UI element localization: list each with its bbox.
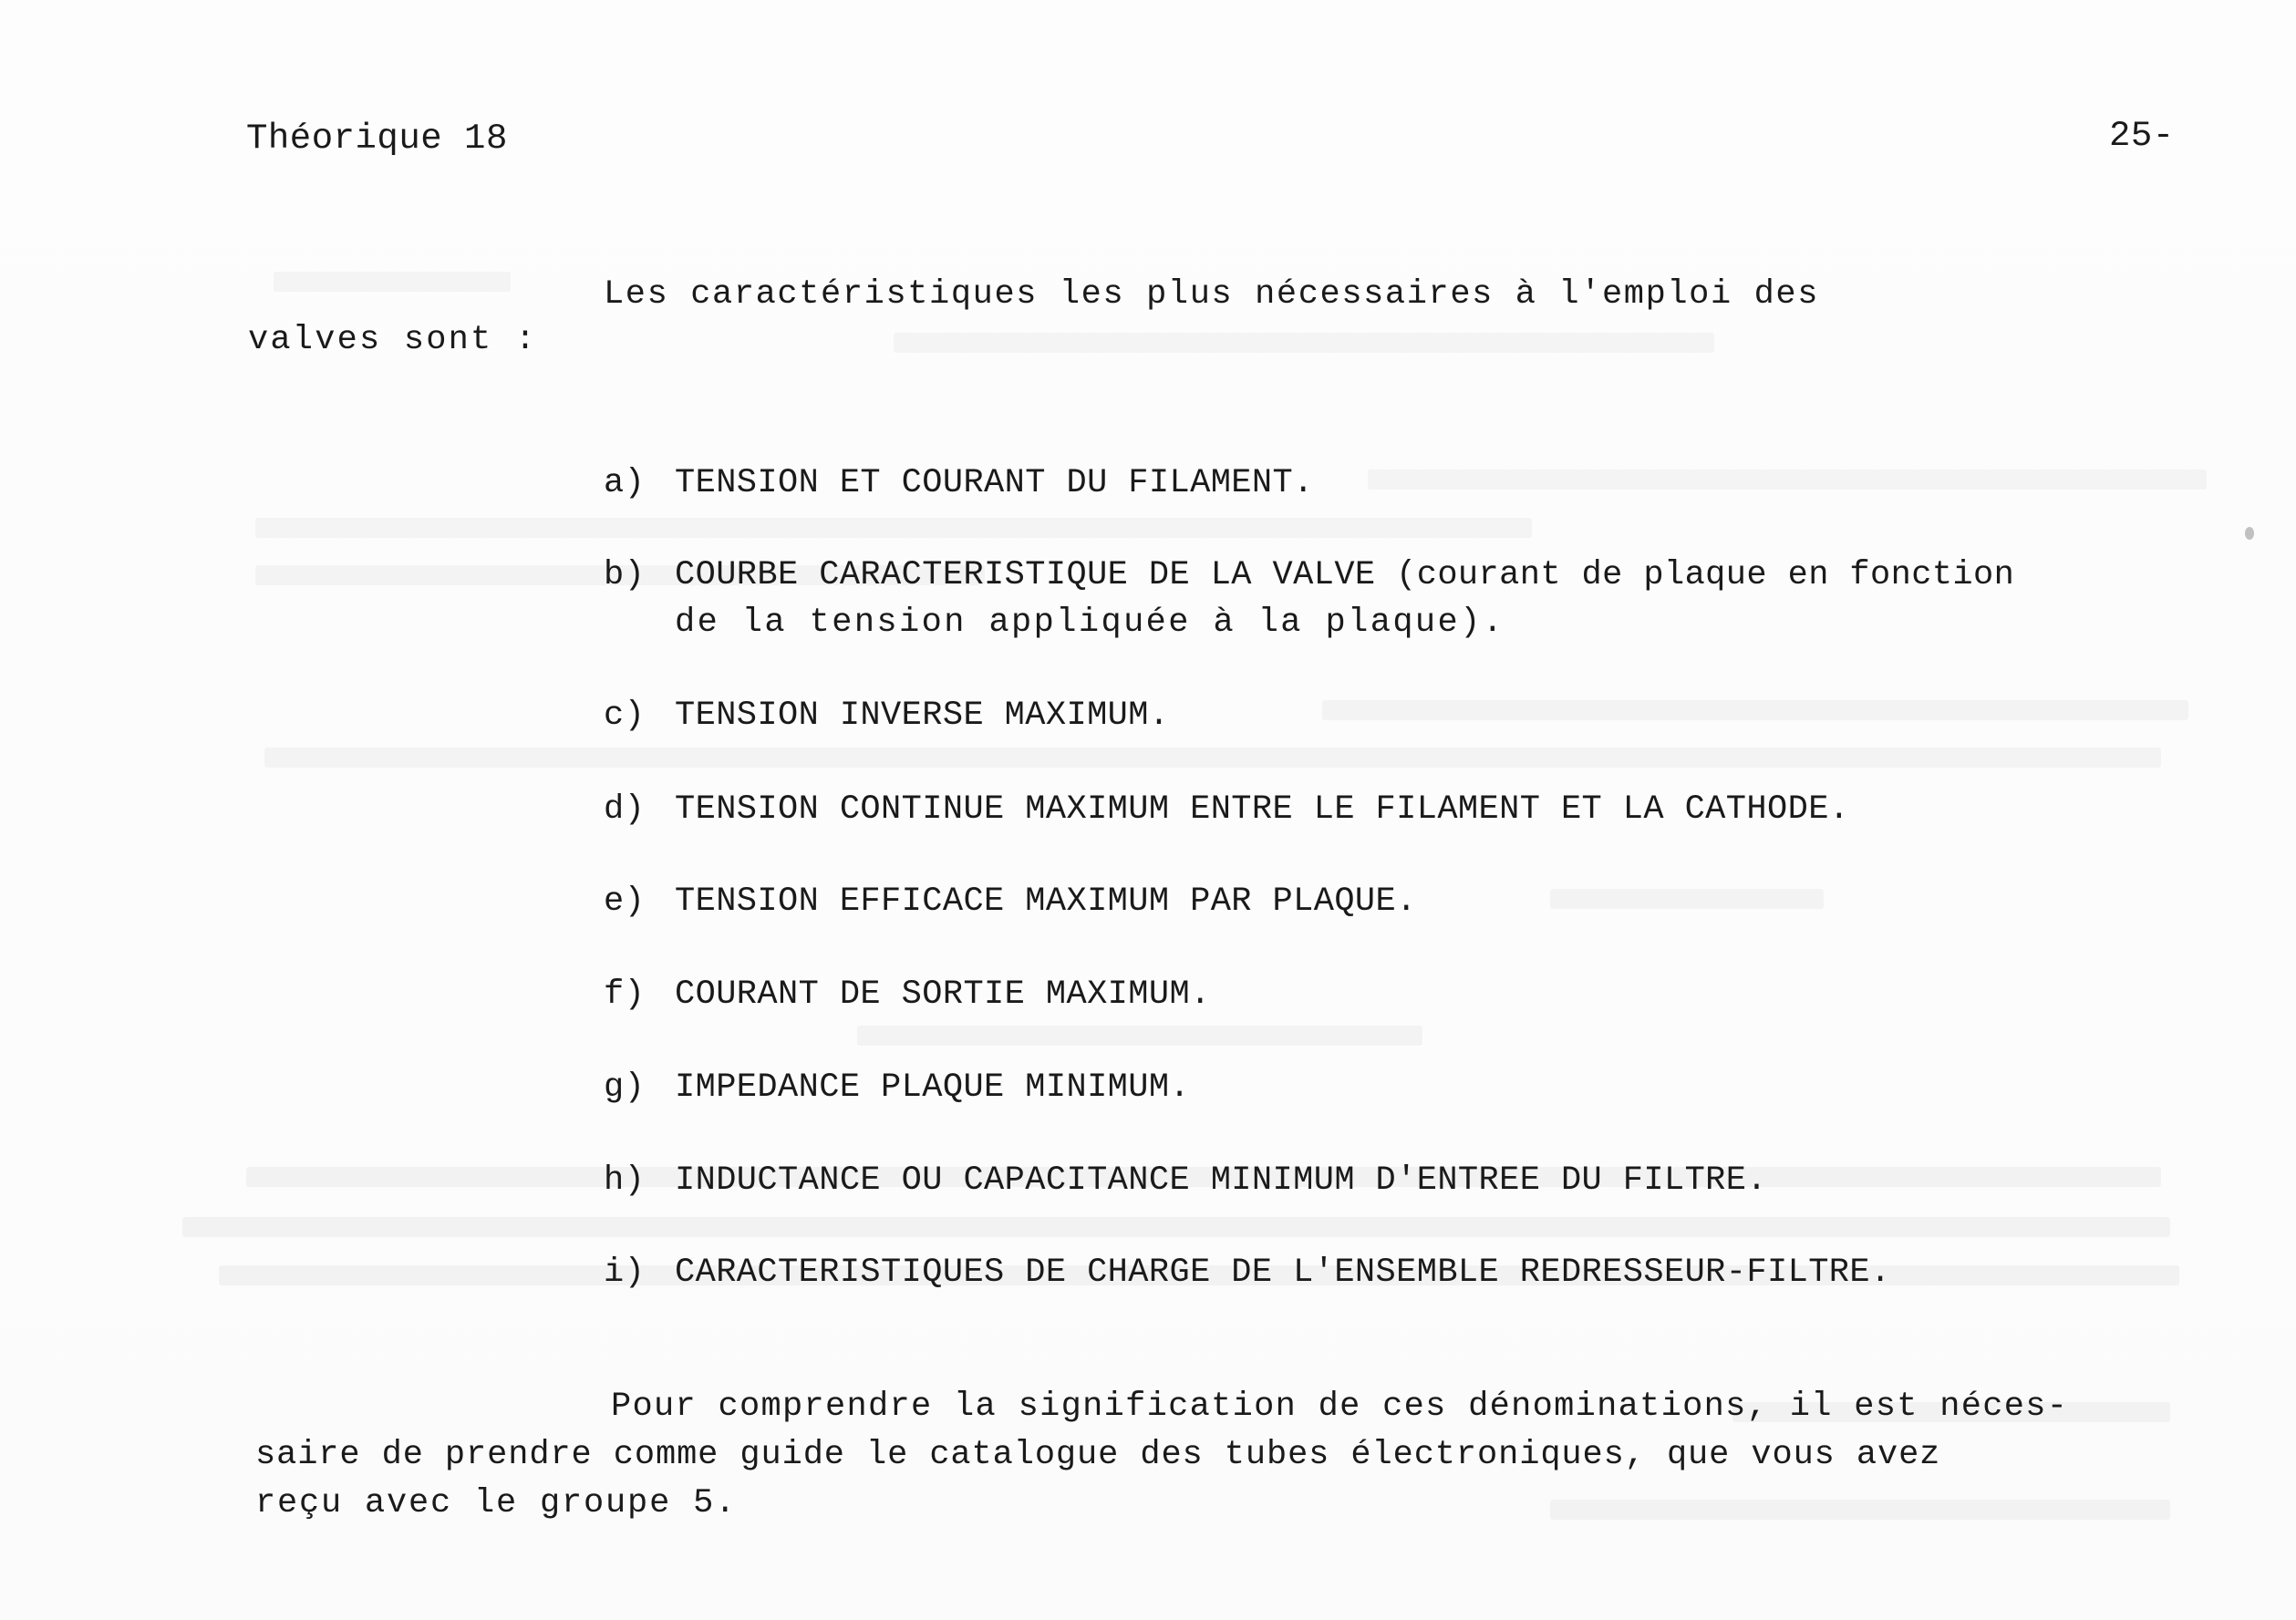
list-item-text: IMPEDANCE PLAQUE MINIMUM. [675,1068,1191,1107]
list-item-label: i) [604,1254,646,1292]
list-item-text: TENSION EFFICACE MAXIMUM PAR PLAQUE. [675,882,1417,921]
bleed-through-mark [857,1026,1422,1046]
paper-speck [2245,527,2254,540]
list-item-text: COURBE CARACTERISTIQUE DE LA VALVE (courant de plaque en fonction [675,556,2015,594]
bleed-through-mark [182,1217,2170,1237]
list-item [604,464,1314,502]
list-item [604,696,1170,735]
bleed-through-mark [1322,700,2188,720]
list-item [604,975,1211,1014]
list-item-text: TENSION ET COURANT DU FILAMENT. [675,464,1314,502]
list-item-label: f) [604,975,646,1014]
list-item-text: CARACTERISTIQUES DE CHARGE DE L'ENSEMBLE REDRESSEUR-FILTRE. [675,1254,1891,1292]
list-item-label: e) [604,882,646,921]
intro-line-1: Les caractéristiques les plus nécessaires à l'emploi des [604,275,1820,314]
list-item-label: h) [604,1161,646,1200]
list-item [604,1161,1767,1200]
list-item-label: c) [604,696,646,735]
list-item-label: b) [604,556,646,594]
bleed-through-mark [1550,1500,2170,1520]
list-item-text: COURANT DE SORTIE MAXIMUM. [675,975,1211,1014]
page-header-left: Théorique 18 [246,119,508,159]
bleed-through-mark [255,518,1532,538]
list-item [604,1068,1191,1107]
conclusion-line-3: reçu avec le groupe 5. [255,1484,738,1522]
list-item-text: INDUCTANCE OU CAPACITANCE MINIMUM D'ENTREE DU FILTRE. [675,1161,1767,1200]
page-number: 25- [2109,116,2175,156]
list-item-label: d) [604,790,646,829]
list-item-label: g) [604,1068,646,1107]
bleed-through-mark [1550,889,1824,909]
bleed-through-mark [264,748,2161,768]
conclusion-line-1: Pour comprendre la signification de ces dénominations, il est néces- [611,1388,2069,1426]
list-item-text: TENSION INVERSE MAXIMUM. [675,696,1170,735]
bleed-through-mark [1368,469,2207,490]
list-item [604,790,1850,829]
list-item-text: TENSION CONTINUE MAXIMUM ENTRE LE FILAMENT ET LA CATHODE. [675,790,1850,829]
conclusion-line-2: saire de prendre comme guide le catalogue des tubes électroniques, que vous avez [255,1436,1941,1474]
list-item [604,1256,1891,1290]
intro-line-2: valves sont : [248,321,538,359]
list-item [604,556,2015,594]
list-item [604,882,1417,921]
bleed-through-mark [274,272,511,292]
bleed-through-mark [894,333,1714,353]
list-item-label: a) [604,464,646,502]
list-item-continuation: de la tension appliquée à la plaque). [675,604,1505,642]
